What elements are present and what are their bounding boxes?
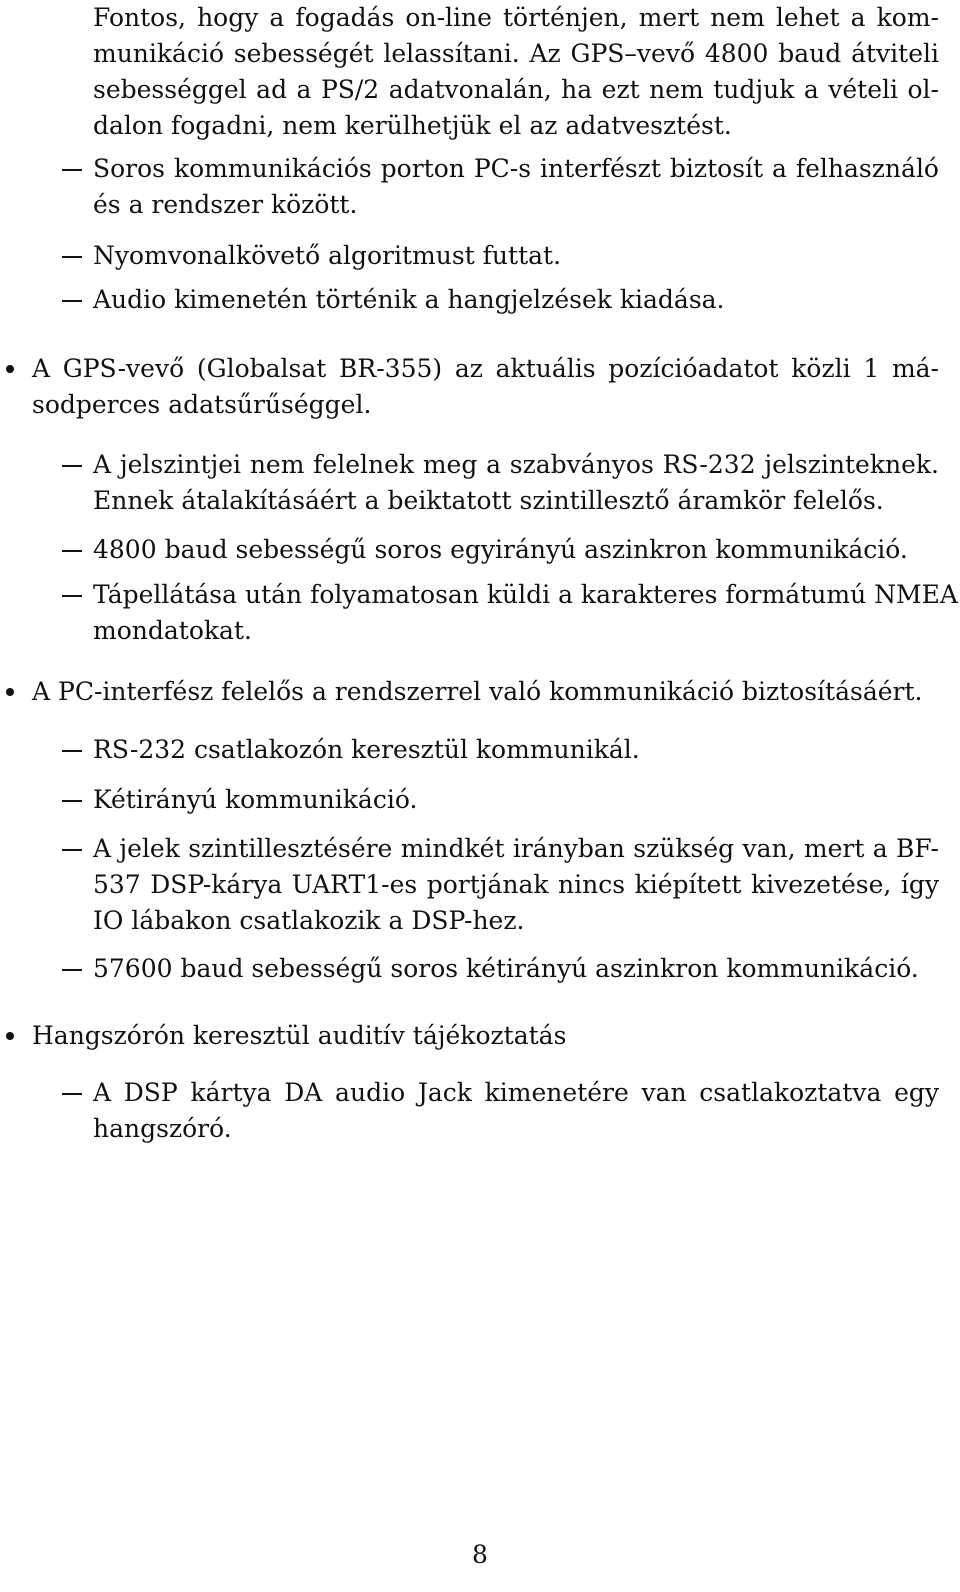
- sub-list-item: [93, 577, 958, 649]
- bullet-item: [32, 351, 939, 423]
- sub-list-item: [93, 447, 939, 519]
- dash-marker: [62, 465, 82, 467]
- bullet-dot: [6, 688, 14, 696]
- list-item-line: Soros kommunikációs porton PC-s interfészt biztosít a felhasználó: [93, 154, 939, 183]
- sub-list-item: [93, 532, 939, 568]
- list-item: [93, 238, 939, 274]
- sub-list-item: [93, 1075, 939, 1147]
- bullet-line: Hangszórón keresztül auditív tájékoztatás: [32, 1021, 567, 1050]
- list-item: [93, 151, 939, 223]
- dash-marker: [62, 169, 82, 171]
- bullet-line: A GPS-vevő (Globalsat BR-355) az aktuális pozícióadatot közli 1 má-: [32, 354, 939, 383]
- sub-list-item-line: IO lábakon csatlakozik a DSP-hez.: [93, 906, 525, 935]
- sub-list-item-line: Ennek átalakításáért a beiktatott szintillesztő áramkör felelős.: [93, 486, 884, 515]
- sub-list-item: [93, 782, 939, 818]
- bullet-item: [32, 674, 939, 710]
- sub-list-item-line: A jelszintjei nem felelnek meg a szabványos RS-232 jelszinteknek.: [93, 450, 939, 479]
- intro-line: sebességgel ad a PS/2 adatvonalán, ha ezt nem tudjuk a vételi ol-: [93, 75, 939, 104]
- dash-marker: [62, 800, 82, 802]
- list-item-line: és a rendszer között.: [93, 190, 358, 219]
- bullet-line: A PC-interfész felelős a rendszerrel való kommunikáció biztosításáért.: [32, 677, 923, 706]
- intro-line: Fontos, hogy a fogadás on-line történjen, mert nem lehet a kom-: [93, 3, 939, 32]
- sub-list-item: [93, 951, 939, 987]
- dash-marker: [62, 849, 82, 851]
- bullet-dot: [6, 365, 14, 373]
- intro-line: munikáció sebességét lelassítani. Az GPS–vevő 4800 baud átviteli: [93, 39, 939, 68]
- dash-marker: [62, 969, 82, 971]
- sub-list-item-line: 57600 baud sebességű soros kétirányú aszinkron kommunikáció.: [93, 954, 919, 983]
- dash-marker: [62, 300, 82, 302]
- sub-list-item-line: mondatokat.: [93, 616, 252, 645]
- sub-list-item: [93, 831, 939, 939]
- dash-marker: [62, 1093, 82, 1095]
- dash-marker: [62, 550, 82, 552]
- sub-list-item-line: hangszóró.: [93, 1114, 232, 1143]
- bullet-line: sodperces adatsűrűséggel.: [32, 390, 372, 419]
- intro-paragraph: [93, 0, 939, 144]
- sub-list-item-line: Kétirányú kommunikáció.: [93, 785, 418, 814]
- sub-list-item-line: 4800 baud sebességű soros egyirányú aszinkron kommunikáció.: [93, 535, 908, 564]
- intro-line: dalon fogadni, nem kerülhetjük el az adatvesztést.: [93, 111, 732, 140]
- sub-list-item-line: RS-232 csatlakozón keresztül kommunikál.: [93, 735, 640, 764]
- bullet-dot: [6, 1032, 14, 1040]
- list-item-line: Nyomvonalkövető algoritmust futtat.: [93, 241, 562, 270]
- dash-marker: [62, 256, 82, 258]
- sub-list-item-line: 537 DSP-kárya UART1-es portjának nincs kiépített kivezetése, így: [93, 870, 939, 899]
- page-number: 8: [472, 1540, 488, 1569]
- dash-marker: [62, 595, 82, 597]
- sub-list-item-line: Tápellátása után folyamatosan küldi a karakteres formátumú NMEA: [93, 580, 958, 609]
- sub-list-item-line: A jelek szintillesztésére mindkét irányban szükség van, mert a BF-: [93, 834, 939, 863]
- dash-marker: [62, 750, 82, 752]
- sub-list-item: [93, 732, 939, 768]
- list-item-line: Audio kimenetén történik a hangjelzések kiadása.: [93, 285, 725, 314]
- list-item: [93, 282, 939, 318]
- sub-list-item-line: A DSP kártya DA audio Jack kimenetére van csatlakoztatva egy: [93, 1078, 939, 1107]
- bullet-item: [32, 1018, 939, 1054]
